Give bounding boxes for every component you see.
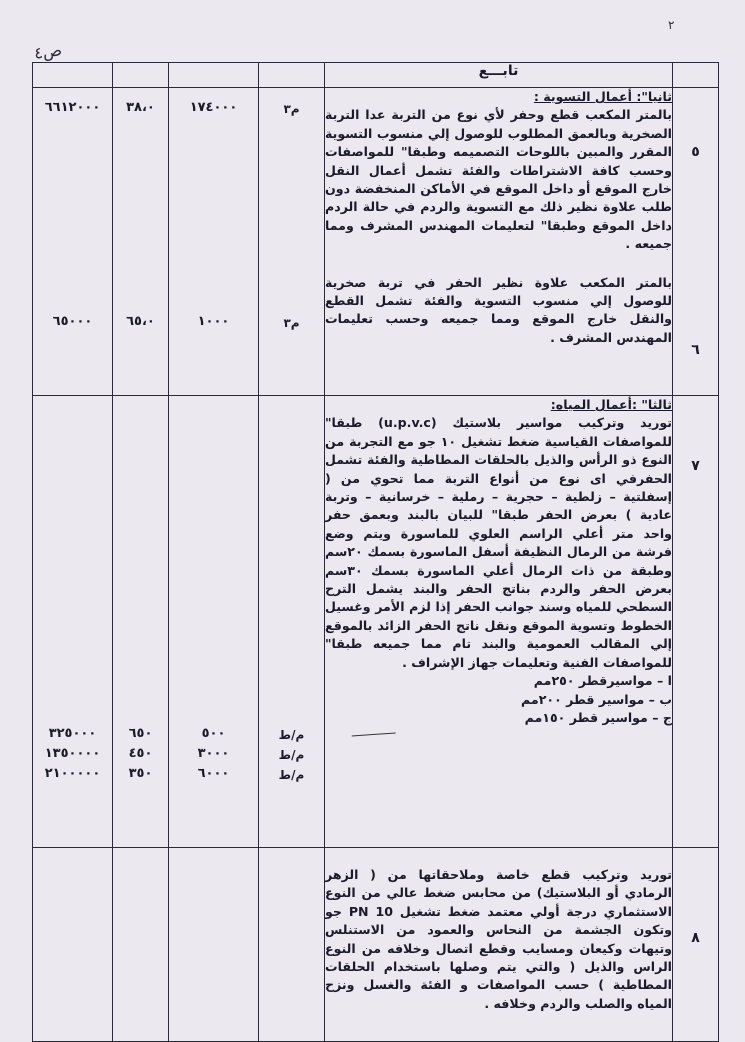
item-7c-unit: م/ط (278, 768, 305, 782)
header-qty-cell (169, 63, 259, 88)
item-7a-qty: ٥٠٠ (201, 726, 226, 741)
item-5-qty: ١٧٤٠٠٠ (189, 100, 238, 115)
item-7c-qty: ٦٠٠٠ (197, 766, 230, 781)
qty-cell (169, 848, 259, 1042)
handwritten-corner-mark: ص٤ (32, 40, 64, 63)
description-cell (325, 848, 673, 1042)
header-no-cell (673, 63, 719, 88)
item-6-unit: م٣ (283, 316, 300, 330)
item-7c-price: ٣٥٠ (128, 766, 153, 781)
item-6-total: ٦٥٠٠٠ (52, 314, 93, 329)
item-7b-unit: م/ط (278, 748, 305, 762)
header-price-cell (113, 63, 169, 88)
item-8-description: توريد وتركيب قطع خاصة وملاحقاتها من ( الزهر الرمادي أو البلاستيك) من محابس ضغط عالي من النوع الاستثماري درجة أولي معتمد ضغط تشغيل 10 PN جو وتكون الجشمة من النحاس والعمود من الاستنلس وتيهات وكيعان ومسايب وقطع اتصال وخلافه من النوع الراس والذيل ( والتي يتم وصلها باستخدام الحلقات المطاطية ) حسب المواصفات و الفئة والغسل ونزح المياه والصلب والردم وخلافه . (325, 867, 673, 1011)
item-6-qty: ١٠٠٠ (197, 314, 230, 329)
item-6-description: بالمتر المكعب علاوة نظير الحفر في تربة صخرية للوصول إلي منسوب التسوية والفئة تشمل القطع والنقل خارج الموقع ومما جميعه وحسب تعليمات المهندس المشرف . (325, 274, 672, 345)
total-cell (33, 396, 113, 848)
item-no-cell (673, 88, 719, 396)
item-5-number: ٥ (691, 144, 700, 160)
item-6-price: ٦٥،٠ (126, 314, 155, 329)
item-7b-label: ب – مواسير قطر ٢٠٠مم (521, 691, 672, 707)
page-mark: ٢ (668, 18, 675, 32)
item-no-cell (673, 848, 719, 1042)
item-6-number: ٦ (691, 342, 700, 358)
item-7b-total: ١٣٥٠٠٠٠ (44, 746, 101, 761)
item-no-cell (673, 396, 719, 848)
header-title: تابـــع (325, 63, 673, 88)
item-7b-qty: ٣٠٠٠ (197, 746, 230, 761)
item-5-total: ٦٦١٢٠٠٠ (44, 100, 101, 115)
section-title-grading: ثانيا": أعمال التسوية : (533, 89, 672, 104)
header-total-cell (33, 63, 113, 88)
item-7a-unit: م/ط (278, 728, 305, 742)
table-row (33, 396, 719, 848)
item-7-description: توريد وتركيب مواسير بلاستيك (u.p.v.c) طبقا" للمواصفات القياسية ضغط تشغيل ١٠ جو مع التجربة من النوع ذو الرأس والذيل بالحلقات المطاطية والفئة تشمل الحفرفي اى نوع من أنواع التربة مما تحوي من ( إسفلتية – زلطية – حجرية – رملية – خرسانية – وتربة عادية ) بعرض الحفر طبقا" للبيان بالبند وبعمق حفر واحد متر أعلي الراسم العلوي للماسورة ويتم وضع فرشة من الرمال النظيفة أسفل الماسورة بسمك ٢٠سم وطبقة من ذات الرمال أعلي الماسورة بسمك ٣٠سم بعرض الحفر والردم بناتج الحفر والبند يشمل الترح السطحي للمياه وسند جوانب الحفر إذا لزم الأمر وغسيل الخطوط وتسوية الموقع ونقل ناتج الحفر الزائد بالموقع إلي المقالب العمومية والبند تام مما جميعه طبقا" للمواصفات الفنية وتعليمات جهاز الإشراف . (325, 415, 672, 670)
description-cell (325, 396, 673, 848)
item-5-price: ٣٨،٠ (126, 100, 155, 115)
total-cell (33, 848, 113, 1042)
item-5-description: بالمتر المكعب قطع وحفر لأي نوع من التربة عدا التربة الصخرية وبالعمق المطلوب للوصول إلي منسوب التسوية المقرر والمبين باللوحات التصميمه وطبقا" للمواصفات وحسب كافة الاشتراطات والفئة تشمل أعمال النقل خارج الموقع أو داخل الموقع في الأماكن المنخفضة دون طلب علاوة نظير ذلك مع التسوية والردم في حالة الردم داخل الموقع وطبقا" لتعليمات المهندس المشرف ومما جميعه . (325, 107, 672, 252)
table-row (33, 88, 719, 396)
description-cell (325, 88, 673, 396)
qty-cell (169, 88, 259, 396)
bill-of-quantities-table (32, 62, 719, 1042)
price-cell (113, 396, 169, 848)
item-8-number: ٨ (691, 930, 700, 946)
table-header-row (33, 63, 719, 88)
item-7b-price: ٤٥٠ (128, 746, 153, 761)
total-cell (33, 88, 113, 396)
item-7a-price: ٦٥٠ (128, 726, 153, 741)
qty-cell (169, 396, 259, 848)
item-7a-label: ا – مواسيرقطر ٢٥٠مم (533, 673, 672, 689)
item-7c-total: ٢١٠٠٠٠٠ (44, 766, 101, 781)
section-title-water: ثالثا" :أعمال المياه: (550, 397, 672, 412)
unit-cell (259, 88, 325, 396)
header-unit-cell (259, 63, 325, 88)
unit-cell (259, 848, 325, 1042)
item-5-unit: م٣ (283, 102, 300, 116)
unit-cell (259, 396, 325, 848)
price-cell (113, 848, 169, 1042)
price-cell (113, 88, 169, 396)
table-row (33, 848, 719, 1042)
item-7a-total: ٣٢٥٠٠٠ (48, 726, 97, 741)
item-7-number: ٧ (691, 458, 700, 474)
item-7c-label: ج – مواسير قطر ١٥٠مم (524, 709, 672, 725)
